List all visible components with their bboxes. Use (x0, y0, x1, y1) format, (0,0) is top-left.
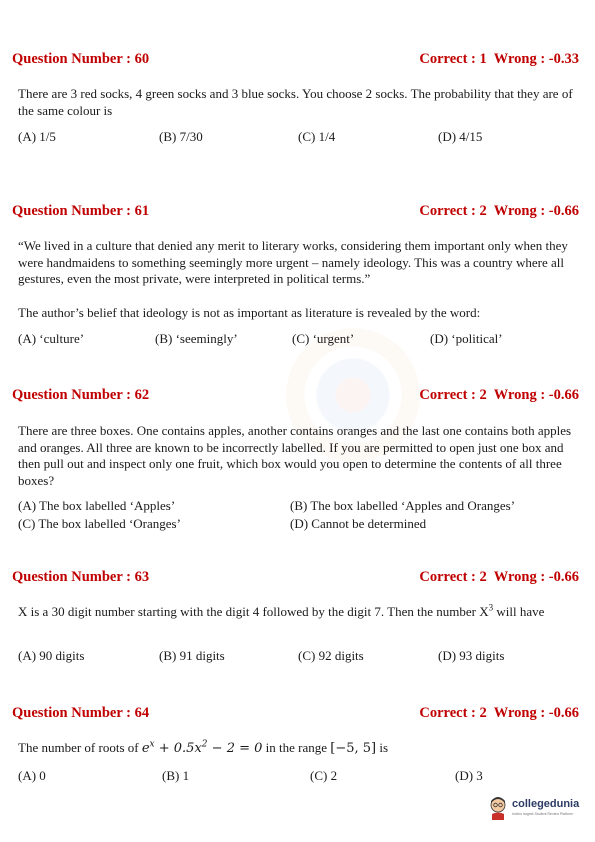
question-text (18, 740, 580, 758)
question-score: Correct : 2 Wrong : -0.66 (419, 569, 579, 585)
equation: $e^x + 0.5x^2 - 2 = 0$ (141, 739, 263, 756)
option-a: (A) 90 digits (18, 648, 85, 663)
question-number: Question Number : 63 (12, 569, 150, 585)
question-score: Correct : 2 Wrong : -0.66 (419, 387, 579, 403)
question-score: Correct : 2 Wrong : -0.66 (419, 203, 579, 219)
option-c: (C) 1/4 (298, 129, 336, 144)
option-c: (C) 2 (310, 768, 338, 783)
question-text-part: The number of roots of (18, 740, 142, 755)
option-b: (B) 1 (162, 768, 190, 783)
question-number: Question Number : 62 (12, 387, 150, 403)
question-passage: “We lived in a culture that denied any merit to literary works, considering them important only when they were handmaidens to something seemingly more urgent – namely ideology. This was a country where all gestures, even the most private, were interpreted in political terms.” (18, 238, 568, 286)
question-score: Correct : 1 Wrong : -0.33 (419, 51, 579, 67)
question-text-part: is (376, 740, 389, 755)
option-b: (B) 7/30 (159, 129, 203, 144)
student-mascot-icon (488, 796, 508, 820)
question-number: Question Number : 60 (12, 51, 150, 67)
option-c: (C) The box labelled ‘Oranges’ (18, 516, 181, 531)
logo-name: collegedunia (512, 798, 580, 810)
option-a: (A) 0 (18, 768, 46, 783)
option-d: (D) Cannot be determined (290, 516, 427, 531)
option-a: (A) 1/5 (18, 129, 56, 144)
option-c: (C) 92 digits (298, 648, 364, 663)
question-text-part: will have (493, 604, 545, 619)
question-text: There are three boxes. One contains apples, another contains oranges and the last one contains both apples and oranges. All three are known to be incorrectly labelled. If you are permitted to open just one box and then pull out and inspect only one fruit, which box would you open to determine the contents of all three boxes? (18, 423, 572, 488)
option-b: (B) 91 digits (159, 648, 225, 663)
question-text-part: X is a 30 digit number starting with the digit 4 followed by the digit 7. Then the number X (18, 604, 489, 619)
superscript: 3 (488, 602, 494, 613)
option-d: (D) ‘political’ (430, 331, 503, 346)
option-d: (D) 4/15 (438, 129, 483, 144)
option-d: (D) 3 (455, 768, 483, 783)
question-text (18, 604, 580, 621)
collegedunia-logo (488, 796, 584, 822)
question-text: There are 3 red socks, 4 green socks and 3 blue socks. You choose 2 socks. The probability that they are of the same colour is (18, 86, 573, 118)
option-b: (B) The box labelled ‘Apples and Oranges’ (290, 498, 516, 513)
range: [−5, 5] (330, 741, 377, 756)
option-a: (A) The box labelled ‘Apples’ (18, 498, 176, 513)
question-text: The author’s belief that ideology is not as important as literature is revealed by the word: (18, 305, 481, 320)
option-c: (C) ‘urgent’ (292, 331, 355, 346)
option-a: (A) ‘culture’ (18, 331, 85, 346)
option-b: (B) ‘seemingly’ (155, 331, 238, 346)
question-number: Question Number : 61 (12, 203, 150, 219)
question-number: Question Number : 64 (12, 705, 150, 721)
question-score: Correct : 2 Wrong : -0.66 (419, 705, 579, 721)
question-text-part: in the range (262, 740, 331, 755)
logo-tagline: India's largest Student Review Platform (512, 812, 573, 816)
option-d: (D) 93 digits (438, 648, 505, 663)
